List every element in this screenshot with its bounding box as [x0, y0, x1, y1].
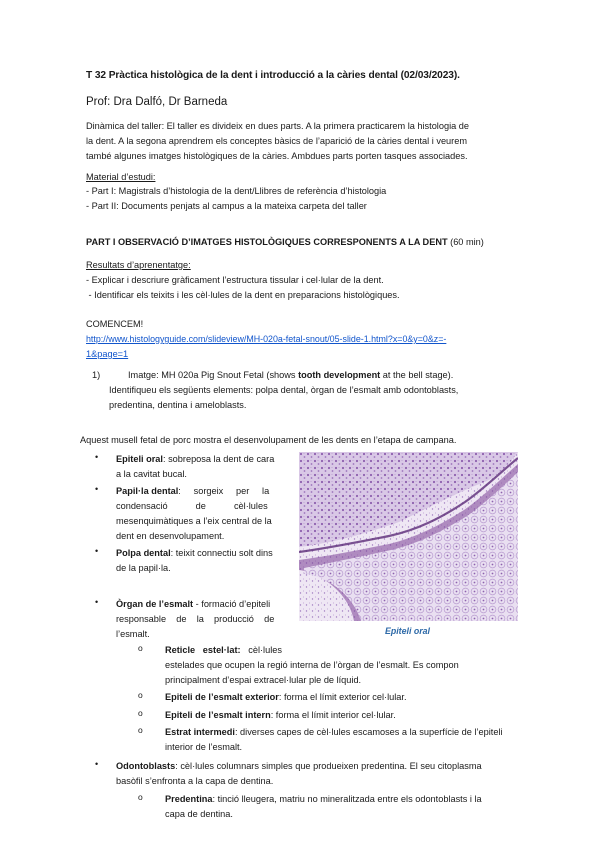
sub-bullet-icon: o — [138, 708, 143, 718]
outcome-item: - Explicar i descriure gràficament l’estructura tissular i cel·lular de la dent. — [86, 275, 384, 285]
bullet-line: basòfil s’enfronta a la capa de dentina. — [116, 776, 274, 786]
text: - formació d’epiteli — [193, 599, 271, 609]
bullet-line: a la cavitat bucal. — [116, 469, 187, 479]
text: : forma el límit exterior cel·lular. — [278, 692, 407, 702]
bullet-odontoblasts — [116, 759, 482, 774]
material-item: - Part II: Documents penjats al campus a la mateixa carpeta del taller — [86, 201, 367, 211]
sub-epiteli-exterior — [165, 690, 407, 705]
sub-bullet-icon: o — [138, 792, 143, 802]
bullet-line: de la papil·la. — [116, 563, 171, 573]
text: : sobreposa la dent de cara — [162, 454, 275, 464]
bullet-epiteli-oral — [116, 452, 274, 467]
part1-heading-time: (60 min) — [450, 237, 484, 247]
sub-reticle-estellat — [165, 643, 282, 658]
exercise-number: 1) — [92, 370, 101, 380]
bullet-icon: • — [95, 484, 99, 494]
material-heading: Material d’estudi: — [86, 172, 156, 182]
intro-line-1: Dinàmica del taller: El taller es divideix en dues parts. A la primera practicarem la histologia de — [86, 121, 469, 131]
sub-line: estelades que ocupen la regió interna de l’òrgan de l’esmalt. Es compon — [165, 660, 459, 670]
bullet-line: dent en desenvolupament. — [116, 531, 225, 541]
bullet-icon: • — [95, 546, 99, 556]
bullet-papil-la-dental — [116, 484, 269, 499]
bullet-line: l’esmalt. — [116, 629, 150, 639]
text: : diverses capes de cèl·lules escamoses a la superfície de l’epiteli — [234, 727, 503, 737]
term: Papil·la dental — [116, 486, 179, 496]
intro-line-3: també algunes imatges histològiques de la càries. Ambdues parts porten tasques associades. — [86, 151, 468, 161]
term: Estrat intermedi — [165, 727, 235, 737]
bullet-line: condensació de cèl·lules — [116, 501, 268, 511]
sub-line: capa de dentina. — [165, 809, 233, 819]
text: : forma el límit interior cel·lular. — [270, 710, 396, 720]
sub-predentina — [165, 792, 482, 807]
sub-bullet-icon: o — [138, 725, 143, 735]
exercise-1-line-1 — [128, 368, 514, 383]
term: Reticle estel·lat: — [165, 645, 241, 655]
text: : teixit connectiu solt dins — [170, 548, 273, 558]
bullet-line: mesenquimàtiques a l’eix central de la — [116, 516, 272, 526]
document-title: T 32 Pràctica histològica de la dent i introducció a la càries dental (02/03/2023). — [86, 70, 460, 81]
text: : tinció lleugera, matriu no mineralitzada entre els odontoblasts i la — [212, 794, 482, 804]
sub-bullet-icon: o — [138, 690, 143, 700]
bullet-icon: • — [95, 452, 99, 462]
term: Polpa dental — [116, 548, 171, 558]
intro-line-2: la dent. A la segona aprendrem els conceptes bàsics de l’aparició de la càries dental i veurem — [86, 136, 467, 146]
outcome-item: - Identificar els teixits i les cèl·lules de la dent en preparacions histològiques. — [86, 290, 400, 300]
bullet-polpa-dental — [116, 546, 273, 561]
outcomes-heading: Resultats d’aprenentatge: — [86, 260, 191, 270]
term: Òrgan de l’esmalt — [116, 599, 194, 609]
part1-heading — [86, 235, 484, 250]
exercise-text-a: Imatge: MH 020a Pig Snout Fetal (shows — [128, 370, 299, 380]
exercise-text-bold: tooth development — [298, 370, 381, 380]
bullet-icon: • — [95, 759, 99, 769]
material-item: - Part I: Magistrals d’histologia de la dent/Llibres de referència d’histologia — [86, 186, 387, 196]
part1-heading-text: PART I OBSERVACIÓ D’IMATGES HISTOLÒGIQUES CORRESPONENTS A LA DENT — [86, 237, 448, 247]
text: cèl·lules — [240, 645, 282, 655]
description-line: Aquest musell fetal de porc mostra el desenvolupament de les dents en l’etapa de campana. — [80, 435, 457, 445]
histology-link[interactable]: http://www.histologyguide.com/slideview/MH-020a-fetal-snout/05-slide-1.html?x=0&y=0&z=- — [86, 334, 447, 344]
exercise-1-line-2: Identifiqueu els següents elements: polpa dental, òrgan de l’esmalt amb odontoblasts, — [109, 385, 459, 395]
text: : sorgeix per la — [178, 486, 270, 496]
sub-line: interior de l’esmalt. — [165, 742, 243, 752]
image-caption: Epiteli oral — [385, 626, 430, 636]
sub-epiteli-intern — [165, 708, 396, 723]
term: Predentina — [165, 794, 213, 804]
text: : cèl·lules columnars simples que produeixen predentina. El seu citoplasma — [175, 761, 482, 771]
exercise-text-b: at the bell stage). — [380, 370, 454, 380]
bullet-icon: • — [95, 597, 99, 607]
term: Epiteli de l’esmalt exterior — [165, 692, 279, 702]
bullet-line: responsable de la producció de — [116, 614, 275, 624]
exercise-1-line-3: predentina, dentina i ameloblasts. — [109, 400, 247, 410]
sub-estrat-intermedi — [165, 725, 503, 740]
bullet-organ-esmalt — [116, 597, 270, 612]
term: Odontoblasts — [116, 761, 176, 771]
term: Epiteli de l’esmalt intern — [165, 710, 271, 720]
sub-line: principalment d’espai extracel·lular ple de líquid. — [165, 675, 362, 685]
start-label: COMENCEM! — [86, 319, 144, 329]
professors-line: Prof: Dra Dalfó, Dr Barneda — [86, 96, 228, 108]
histology-link-continued[interactable]: 1&page=1 — [86, 349, 129, 359]
micrograph-epiteli-oral — [299, 452, 518, 621]
term: Epiteli oral — [116, 454, 163, 464]
sub-bullet-icon: o — [138, 643, 143, 653]
histology-image — [299, 452, 518, 621]
